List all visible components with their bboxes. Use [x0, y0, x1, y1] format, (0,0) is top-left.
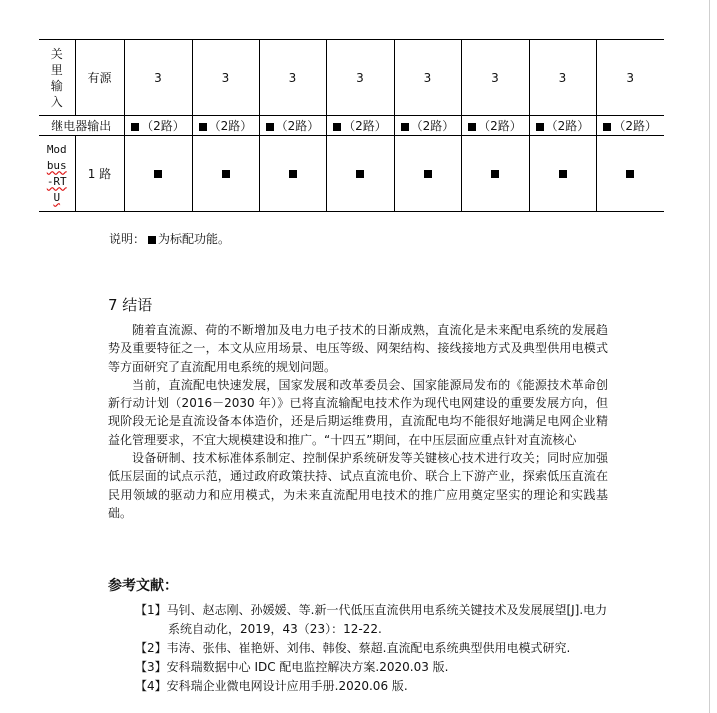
table-cell	[461, 136, 529, 212]
reference-item: 【3】安科瑞数据中心 IDC 配电监控解决方案.2020.03 版.	[135, 660, 449, 674]
section-body	[108, 321, 608, 522]
filled-square-icon	[491, 170, 499, 178]
table-cell	[461, 116, 529, 136]
filled-square-icon	[559, 170, 567, 178]
table-cell	[394, 136, 461, 212]
paragraph: 设备研制、技术标准体系制定、控制保护系统研发等关键核心技术进行攻关；同时应加强低压层面的试点示范，通过政府政策扶持、试点直流电价、联合上下游产业，探索低压直流在民用领域的驱动力和应用模式，为未来直流配用电技术的推广应用奠定坚实的理论和实践基础。	[108, 451, 608, 520]
table-cell: 3	[259, 40, 326, 116]
table-cell	[259, 116, 326, 136]
table-cell	[326, 116, 394, 136]
relay-count-text: （2路）	[478, 119, 522, 133]
table-cell: 3	[124, 40, 192, 116]
row-label-line: bus	[46, 158, 67, 172]
table-cell	[596, 136, 664, 212]
table-cell: 3	[192, 40, 259, 116]
filled-square-icon	[536, 123, 544, 131]
table-cell: 3	[326, 40, 394, 116]
table-cell	[394, 116, 461, 136]
row-label-line: -RT	[46, 174, 67, 188]
filled-square-icon	[266, 123, 274, 131]
table-row	[39, 40, 664, 116]
filled-square-icon	[289, 170, 297, 178]
table-cell	[529, 116, 596, 136]
relay-count-text: （2路）	[208, 119, 253, 133]
filled-square-icon	[424, 170, 432, 178]
note-prefix: 说明：	[109, 232, 146, 246]
paragraph: 随着直流源、荷的不断增加及电力电子技术的日渐成熟，直流化是未来配电系统的发展趋势及重要特征之一，本文从应用场景、电压等级、网架结构、接线接地方式及典型供用电模式等方面研究了直流配用电系统的规划问题。	[108, 323, 608, 374]
filled-square-icon	[154, 170, 162, 178]
filled-square-icon	[148, 236, 156, 244]
feature-table	[39, 39, 664, 212]
row-label-char: 输	[50, 78, 63, 93]
table-cell: 3	[394, 40, 461, 116]
table-cell	[192, 136, 259, 212]
table-row	[39, 136, 664, 212]
table-cell	[259, 136, 326, 212]
row-label-char: 入	[50, 94, 63, 109]
row-sub-label: 1 路	[75, 136, 124, 212]
table-cell: 3	[596, 40, 664, 116]
table-row	[39, 116, 664, 136]
table-cell	[596, 116, 664, 136]
section-title: 7 结语	[108, 296, 153, 314]
row-label-line: Mod	[46, 142, 67, 156]
table-cell	[326, 136, 394, 212]
table-cell	[192, 116, 259, 136]
paragraph: 当前，直流配电快速发展，国家发展和改革委员会、国家能源局发布的《能源技术革命创新行动计划（2016－2030 年）》已将直流输配电技术作为现代电网建设的重要发展方向，但现阶段无论是直流设备本体造价，还是后期运维费用，直流配电均不能很好地满足电网企业精益化管理要求，不宜大规模建设和推广。“十四五”期间，在中压层面应重点针对直流核心	[108, 377, 608, 447]
relay-count-text: （2路）	[613, 119, 658, 133]
relay-count-text: （2路）	[343, 119, 387, 133]
reference-item: 【4】安科瑞企业微电网设计应用手册.2020.06 版.	[135, 679, 408, 693]
row-label-char: 关	[50, 46, 63, 61]
row-label-input	[39, 40, 75, 116]
references-list	[135, 601, 615, 696]
references-title: 参考文献：	[108, 578, 178, 594]
row-label-char: 里	[50, 62, 63, 77]
table-cell	[124, 136, 192, 212]
relay-count-text: （2路）	[545, 119, 590, 133]
filled-square-icon	[603, 123, 611, 131]
relay-count-text: （2路）	[410, 119, 455, 133]
filled-square-icon	[333, 123, 341, 131]
table-note	[109, 229, 230, 249]
filled-square-icon	[626, 170, 634, 178]
filled-square-icon	[199, 123, 207, 131]
note-text: 为标配功能。	[158, 232, 231, 246]
row-label-line: U	[53, 190, 61, 204]
table-cell	[124, 116, 192, 136]
filled-square-icon	[131, 123, 139, 131]
table-cell: 3	[461, 40, 529, 116]
filled-square-icon	[222, 170, 230, 178]
table-cell	[529, 136, 596, 212]
reference-item: 【1】马钊、赵志刚、孙媛媛、等.新一代低压直流供用电系统关键技术及发展展望[J].电力系统自动化，2019，43（23）：12-22.	[135, 603, 608, 636]
filled-square-icon	[401, 123, 409, 131]
table-cell: 3	[529, 40, 596, 116]
reference-item: 【2】韦涛、张伟、崔艳妍、刘伟、韩俊、蔡超.直流配电系统典型供用电模式研究.	[135, 641, 571, 655]
relay-count-text: （2路）	[275, 119, 320, 133]
filled-square-icon	[356, 170, 364, 178]
row-sub-label: 有源	[75, 40, 124, 116]
filled-square-icon	[468, 123, 476, 131]
row-label-relay: 继电器输出	[39, 116, 124, 136]
page-edge-rule	[709, 0, 710, 713]
relay-count-text: （2路）	[141, 119, 185, 133]
row-label-modbus	[39, 136, 75, 212]
